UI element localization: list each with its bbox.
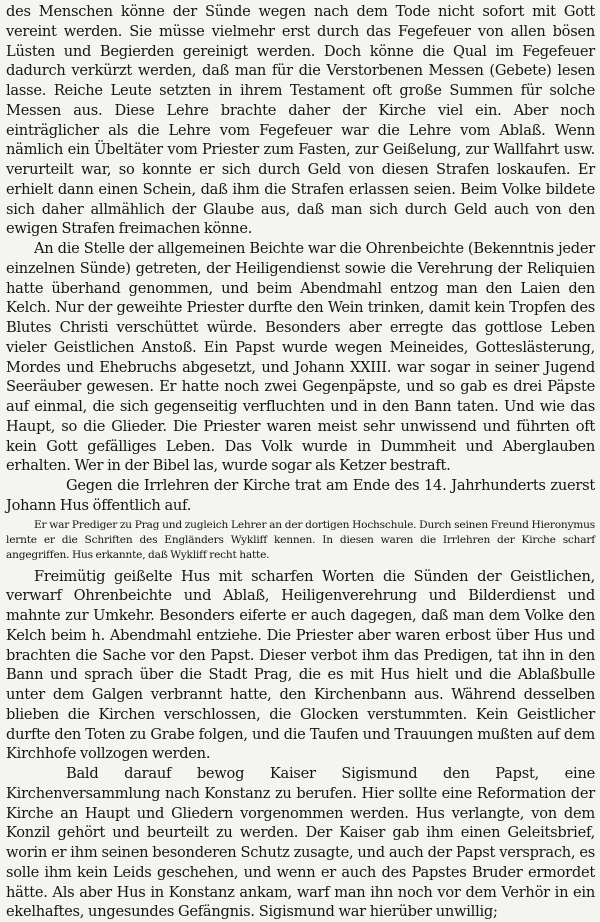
- paragraph-fegefeuer-ablass: des Menschen könne der Sünde wegen nach dem Tode nicht sofort mit Gott vereint werden. Sie müsse vielmehr erst durch das Fegefeuer von allen bösen Lüsten und Begierden gereinigt werden. Doch könne die Qual im Fegefeuer dadurch verkürzt werden, daß man für die Verstorbenen Messen (Gebete) lesen lasse. Reiche Leute setzten in ihrem Testament oft große Summen für solche Messen aus. Diese Lehre brachte daher der Kirche viel ein. Aber noch einträglicher als die Lehre vom Fegefeuer war die Lehre vom Ablaß. Wenn nämlich ein Übeltäter vom Priester zum Fasten, zur Geißelung, zur Wallfahrt usw. verurteilt war, so konnte er sich durch Geld von diesen Strafen loskaufen. Er erhielt dann einen Schein, daß ihm die Strafen erlassen seien. Beim Volke bildete sich daher allmählich der Glaube aus, daß man sich durch Geld auch von den ewigen Strafen freimachen könne.: [6, 3, 595, 238]
- paragraph-johann-hus-intro: Gegen die Irrlehren der Kirche trat am Ende des 14. Jahrhunderts zuerst Johann Hus öffentlich auf.: [6, 477, 595, 514]
- paragraph-ohrenbeichte: An die Stelle der allgemeinen Beichte war die Ohrenbeichte (Bekenntnis jeder einzelnen Sünde) getreten, der Heiligendienst sowie die Verehrung der Reliquien hatte überhand genommen, und beim Abendmahl entzog man den Laien den Kelch. Nur der geweihte Priester durfte den Wein trinken, damit kein Tropfen des Blutes Christi verschüttet würde. Besonders aber erregte das gottlose Leben vieler Geistlichen Anstoß. Ein Papst wurde wegen Meineides, Gotteslästerung, Mordes und Ehebruchs abgesetzt, und Johann XXIII. war sogar in seiner Jugend Seeräuber gewesen. Er hatte noch zwei Gegenpäpste, und so gab es drei Päpste auf einmal, die sich gegenseitig verfluchten und in den Bann taten. Und wie das Haupt, so die Glieder. Die Priester waren meist sehr unwissend und führten oft kein Gott gefälliges Leben. Das Volk wurde in Dummheit und Aberglauben erhalten. Wer in der Bibel las, wurde sogar als Ketzer bestraft.: [6, 240, 595, 475]
- small-print-note-hus: Er war Prediger zu Prag und zugleich Lehrer an der dortigen Hochschule. Durch seinen Freund Hieronymus lernte er die Schriften des Engländers Wykliff kennen. In diesen waren die Irrlehren der Kirche scharf angegriffen. Hus erkannte, daß Wykliff recht hatte.: [6, 518, 595, 561]
- paragraph-hus-geisselt: Freimütig geißelte Hus mit scharfen Worten die Sünden der Geistlichen, verwarf Ohrenbeichte und Ablaß, Heiligenverehrung und Bilderdienst und mahnte zur Umkehr. Besonders eiferte er auch dagegen, daß man dem Volke den Kelch beim h. Abendmahl entziehe. Die Priester aber waren erbost über Hus und brachten die Sache vor den Papst. Dieser verbot ihm das Predigen, tat ihn in den Bann und sprach über die Stadt Prag, die es mit Hus hielt und die Ablaßbulle unter dem Galgen verbrannt hatte, den Kirchenbann aus. Während desselben blieben die Kirchen verschlossen, die Glocken verstummten. Kein Geistlicher durfte den Toten zu Grabe folgen, und die Taufen und Trauungen mußten auf dem Kirchhofe vollzogen werden.: [6, 567, 595, 763]
- paragraph-konstanz: Bald darauf bewog Kaiser Sigismund den Papst, eine Kirchenversammlung nach Konstanz zu berufen. Hier sollte eine Reformation der Kirche an Haupt und Gliedern vorgenommen werden. Hus verlangte, von dem Konzil gehört und beurteilt zu werden. Der Kaiser gab ihm einen Geleitsbrief, worin er ihm seinen besonderen Schutz zusagte, und auch der Papst versprach, es solle ihm kein Leids geschehen, und wenn er auch des Papstes Bruder ermordet hätte. Als aber Hus in Konstanz ankam, warf man ihn noch vor dem Verhör in ein ekelhaftes, ungesundes Gefängnis. Sigismund war hierüber unwillig;: [6, 765, 595, 921]
